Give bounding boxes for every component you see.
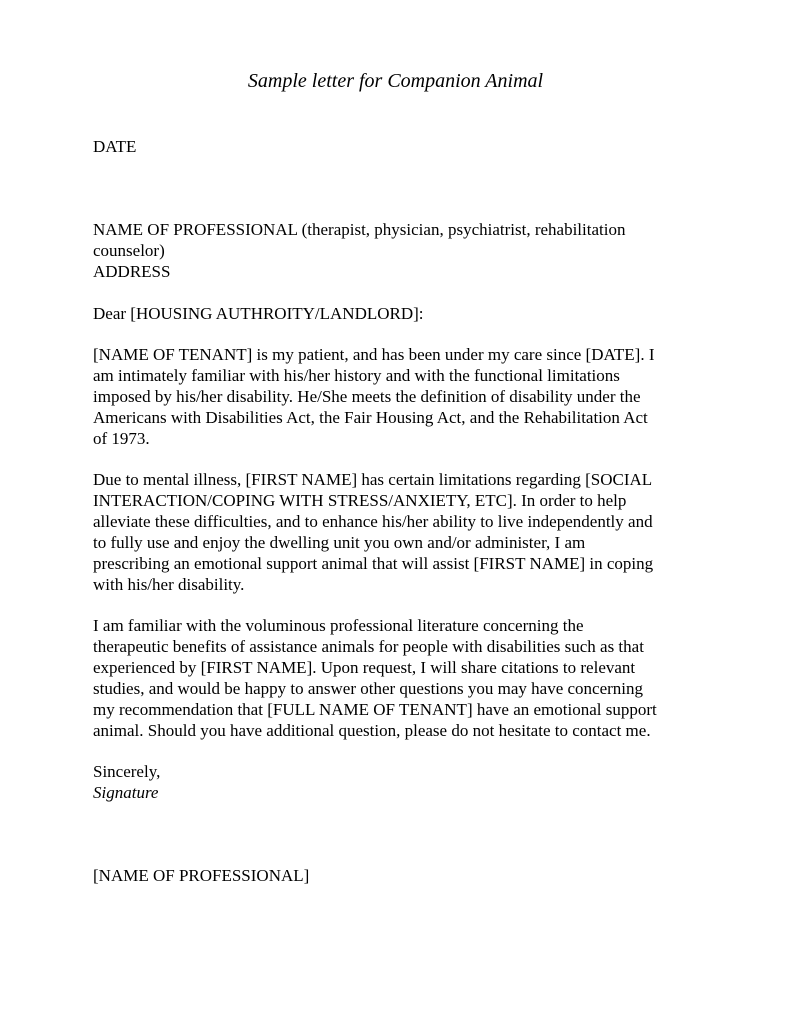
paragraph-1-line: imposed by his/her disability. He/She meets the definition of disability under the [93,387,641,406]
paragraph-3-line: my recommendation that [FULL NAME OF TENANT] have an emotional support [93,700,657,719]
salutation: Dear [HOUSING AUTHROITY/LANDLORD]: [93,304,424,323]
paragraph-3-line: studies, and would be happy to answer other questions you may have concerning [93,679,644,698]
closing: Sincerely, [93,762,161,781]
paragraph-3-line: experienced by [FIRST NAME]. Upon request, I will share citations to relevant [93,658,636,677]
professional-line-2: counselor) [93,241,165,260]
signer-name: [NAME OF PROFESSIONAL] [93,866,310,885]
paragraph-3-line: animal. Should you have additional question, please do not hesitate to contact me. [93,721,651,740]
paragraph-2-line: prescribing an emotional support animal that will assist [FIRST NAME] in coping [93,554,654,573]
date-line: DATE [93,137,137,156]
paragraph-2-line: to fully use and enjoy the dwelling unit you own and/or administer, I am [93,533,586,552]
paragraph-2-line: INTERACTION/COPING WITH STRESS/ANXIETY, ETC]. In order to help [93,491,627,510]
paragraph-1-line: of 1973. [93,429,150,448]
letter-title: Sample letter for Companion Animal [247,70,544,92]
paragraph-1-line: am intimately familiar with his/her history and with the functional limitations [93,366,620,385]
paragraph-2-line: Due to mental illness, [FIRST NAME] has certain limitations regarding [SOCIAL [93,470,653,489]
paragraph-3-line: therapeutic benefits of assistance animals for people with disabilities such as that [93,637,644,656]
signature: Signature [93,783,159,802]
paragraph-1-line: Americans with Disabilities Act, the Fair Housing Act, and the Rehabilitation Act [93,408,648,427]
paragraph-2-line: with his/her disability. [93,575,245,594]
paragraph-1-line: [NAME OF TENANT] is my patient, and has been under my care since [DATE]. I [93,345,655,364]
address-line: ADDRESS [93,262,171,281]
paragraph-2-line: alleviate these difficulties, and to enhance his/her ability to live independently and [93,512,653,531]
professional-line-1: NAME OF PROFESSIONAL (therapist, physician, psychiatrist, rehabilitation [93,220,626,239]
paragraph-3-line: I am familiar with the voluminous professional literature concerning the [93,616,584,635]
